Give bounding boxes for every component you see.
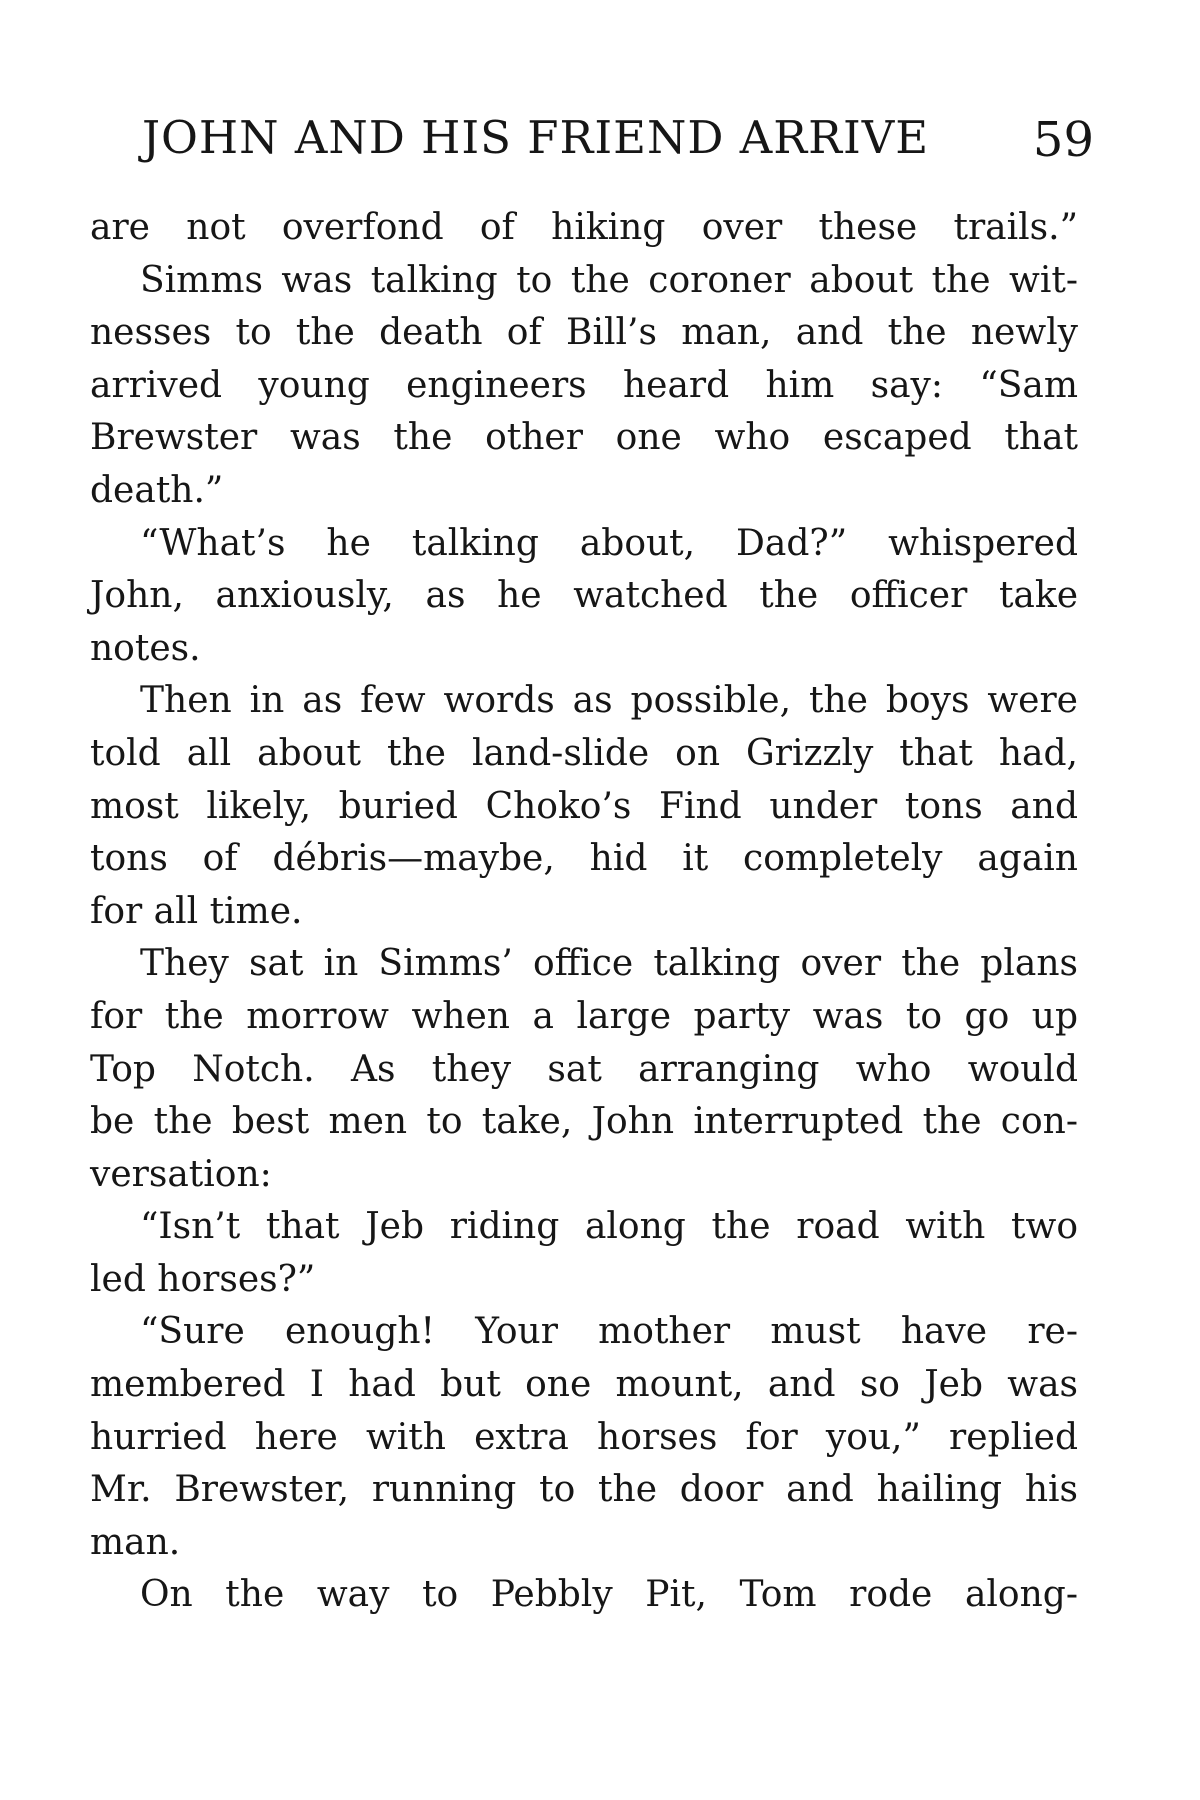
text-line: membered I had but one mount, and so Jeb was <box>90 1364 1078 1406</box>
text-line: nesses to the death of Bill’s man, and the newly <box>90 312 1078 354</box>
text-line: They sat in Simms’ office talking over the plans <box>140 943 1078 985</box>
text-line: for the morrow when a large party was to go up <box>90 995 1078 1037</box>
text-line: be the best men to take, John interrupted the con- <box>90 1101 1078 1143</box>
text-line: led horses?” <box>90 1258 316 1300</box>
text-line: are not overfond of hiking over these trails.” <box>90 207 1078 248</box>
page-number: 59 <box>1032 112 1094 168</box>
text-line: Simms was talking to the coroner about the wit- <box>140 259 1078 301</box>
text-line: “Isn’t that Jeb riding along the road with two <box>140 1206 1078 1248</box>
text-line: told all about the land-slide on Grizzly that had, <box>90 732 1078 774</box>
running-head: JOHN AND HIS FRIEND ARRIVE <box>142 111 930 164</box>
page-header <box>142 108 1094 178</box>
text-line: death.” <box>90 469 224 511</box>
text-line: “Sure enough! Your mother must have re- <box>140 1311 1078 1353</box>
text-line: for all time. <box>90 890 303 932</box>
text-line: Brewster was the other one who escaped that <box>90 417 1078 459</box>
text-line: most likely, buried Choko’s Find under tons and <box>90 785 1078 827</box>
text-line: notes. <box>90 627 201 669</box>
text-line: John, anxiously, as he watched the officer take <box>90 575 1078 617</box>
text-line: man. <box>90 1521 181 1563</box>
text-line: On the way to Pebbly Pit, Tom rode along- <box>140 1574 1078 1616</box>
text-line: tons of débris—maybe, hid it completely again <box>90 838 1078 880</box>
text-line: arrived young engineers heard him say: “Sam <box>90 364 1078 406</box>
text-line: versation: <box>90 1153 272 1195</box>
text-line: Top Notch. As they sat arranging who would <box>90 1048 1078 1090</box>
text-line: “What’s he talking about, Dad?” whispered <box>140 522 1078 564</box>
text-line: Then in as few words as possible, the boys were <box>140 680 1078 722</box>
text-line: hurried here with extra horses for you,” replied <box>90 1416 1078 1458</box>
body-text <box>90 202 1078 1622</box>
text-line: Mr. Brewster, running to the door and hailing his <box>90 1469 1078 1511</box>
